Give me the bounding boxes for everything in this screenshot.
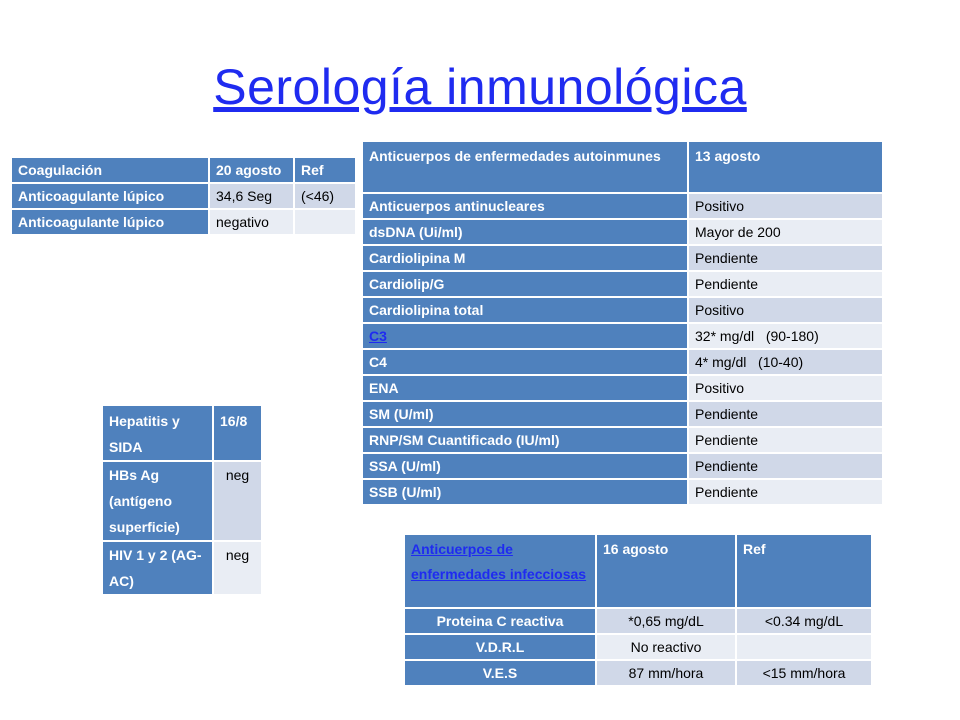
autoimmune-table — [361, 140, 884, 506]
table-header-row — [405, 535, 871, 607]
cell-value: Pendiente — [689, 402, 882, 426]
cell-value: Pendiente — [689, 454, 882, 478]
page-title[interactable]: Serología inmunológica — [213, 59, 747, 115]
column-header: 13 agosto — [689, 142, 882, 192]
cell-value: 34,6 Seg — [210, 184, 293, 208]
coagulation-table — [10, 156, 357, 236]
cell-value: <15 mm/hora — [737, 661, 871, 685]
table-row — [363, 350, 882, 374]
row-label: Cardiolipina total — [363, 298, 687, 322]
column-header: Hepatitis y SIDA — [103, 406, 212, 460]
c3-link[interactable]: C3 — [369, 328, 387, 344]
column-header — [405, 535, 595, 607]
cell-value: Mayor de 200 — [689, 220, 882, 244]
row-label — [363, 324, 687, 348]
cell-value: neg — [214, 462, 261, 540]
row-label: Proteina C reactiva — [405, 609, 595, 633]
table-row — [363, 402, 882, 426]
table-row — [363, 220, 882, 244]
cell-value: Pendiente — [689, 428, 882, 452]
infectious-header-link[interactable]: Anticuerpos de enfermedades infecciosas — [411, 541, 587, 582]
hepatitis-table — [101, 404, 263, 596]
table-row — [405, 661, 871, 685]
cell-value: Pendiente — [689, 480, 882, 504]
table-row — [363, 246, 882, 270]
table-row — [363, 428, 882, 452]
row-label: RNP/SM Cuantificado (IU/ml) — [363, 428, 687, 452]
row-label: Anticoagulante lúpico — [12, 184, 208, 208]
column-header: 16 agosto — [597, 535, 735, 607]
table-row — [363, 480, 882, 504]
cell-value: 87 mm/hora — [597, 661, 735, 685]
cell-value: Positivo — [689, 298, 882, 322]
column-header: Coagulación — [12, 158, 208, 182]
row-label: SSB (U/ml) — [363, 480, 687, 504]
cell-value: Positivo — [689, 376, 882, 400]
column-header: Ref — [737, 535, 871, 607]
row-label: dsDNA (Ui/ml) — [363, 220, 687, 244]
table-row — [12, 210, 355, 234]
row-label: HBs Ag (antígeno superficie) — [103, 462, 212, 540]
table-row — [363, 298, 882, 322]
row-label: V.D.R.L — [405, 635, 595, 659]
cell-value: Positivo — [689, 194, 882, 218]
cell-value — [737, 635, 871, 659]
column-header: Ref — [295, 158, 355, 182]
infectious-table — [403, 533, 873, 687]
row-label: HIV 1 y 2 (AG-AC) — [103, 542, 212, 594]
table-header-row — [103, 406, 261, 460]
cell-value: 4* mg/dl (10-40) — [689, 350, 882, 374]
table-row — [363, 454, 882, 478]
row-label: Anticoagulante lúpico — [12, 210, 208, 234]
cell-value: 32* mg/dl (90-180) — [689, 324, 882, 348]
table-row — [103, 542, 261, 594]
row-label: C4 — [363, 350, 687, 374]
table-row — [363, 324, 882, 348]
row-label: Cardiolipina M — [363, 246, 687, 270]
row-label: V.E.S — [405, 661, 595, 685]
cell-value: neg — [214, 542, 261, 594]
cell-value: *0,65 mg/dL — [597, 609, 735, 633]
column-header: 16/8 — [214, 406, 261, 460]
row-label: ENA — [363, 376, 687, 400]
cell-value: Pendiente — [689, 246, 882, 270]
table-row — [12, 184, 355, 208]
table-header-row — [12, 158, 355, 182]
table-row — [405, 609, 871, 633]
row-label: SSA (U/ml) — [363, 454, 687, 478]
row-label: SM (U/ml) — [363, 402, 687, 426]
table-header-row — [363, 142, 882, 192]
table-row — [363, 272, 882, 296]
cell-value: Pendiente — [689, 272, 882, 296]
cell-value: <0.34 mg/dL — [737, 609, 871, 633]
table-row — [405, 635, 871, 659]
row-label: Anticuerpos antinucleares — [363, 194, 687, 218]
row-label: Cardiolip/G — [363, 272, 687, 296]
cell-value: negativo — [210, 210, 293, 234]
table-row — [363, 194, 882, 218]
cell-value: (<46) — [295, 184, 355, 208]
table-row — [363, 376, 882, 400]
table-row — [103, 462, 261, 540]
cell-value — [295, 210, 355, 234]
column-header: Anticuerpos de enfermedades autoinmunes — [363, 142, 687, 192]
cell-value: No reactivo — [597, 635, 735, 659]
column-header: 20 agosto — [210, 158, 293, 182]
